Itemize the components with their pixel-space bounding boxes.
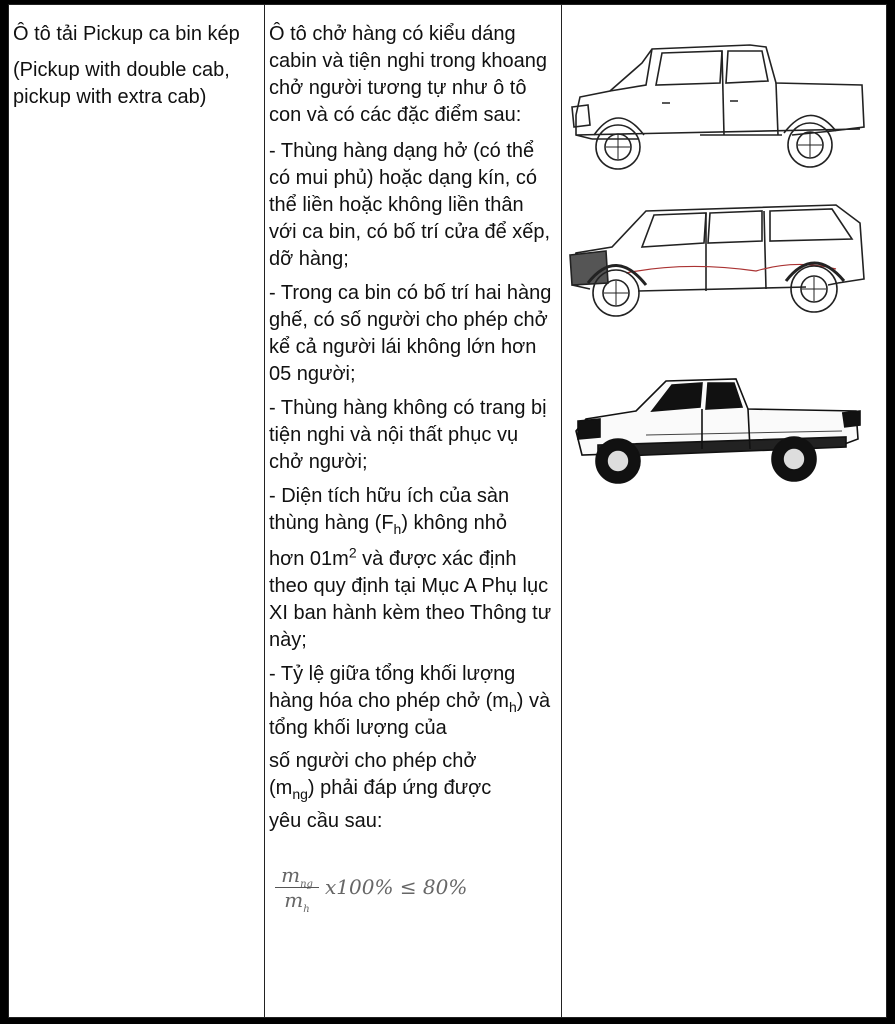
- formula-numerator: $m_{ng}$: [281, 863, 313, 890]
- mass-ratio-text-a: - Tỷ lệ giữa tổng khối lượng hàng hóa cho phép chở (m: [269, 663, 516, 712]
- table-row: [9, 5, 887, 1018]
- vehicle-definition-table: [8, 4, 887, 1018]
- floor-area-text-d: và được xác định theo quy định tại Mục A Phụ lục XI ban hành kèm theo Thông tư này;: [269, 548, 552, 651]
- floor-area-sub: h: [393, 521, 402, 537]
- extra-cab-pickup-photo-icon: [572, 375, 864, 491]
- definition-intro: Ô tô chở hàng có kiểu dáng cabin và tiện nghi trong khoang chở người tương tự như ô tô con và có các đặc điểm sau:: [269, 23, 547, 126]
- mass-ratio-sub-ng: ng: [292, 786, 308, 802]
- definition-item-mass-ratio: [269, 661, 555, 835]
- formula-fraction: [275, 863, 319, 915]
- mass-ratio-text-d: (m: [269, 777, 293, 799]
- floor-area-sup: 2: [348, 544, 357, 561]
- double-cab-pickup-with-canopy-sketch-icon: [566, 199, 870, 327]
- definition-item-seating: - Trong ca bin có bố trí hai hàng ghế, có số người cho phép chở kể cả người lái không lớn hơn 05 người;: [269, 282, 552, 385]
- mass-ratio-sub-h: h: [508, 699, 517, 715]
- vehicle-type-cell: [9, 5, 265, 1018]
- floor-area-text-a: - Diện tích hữu ích của sàn thùng hàng (F: [269, 485, 510, 534]
- double-cab-pickup-sketch-icon: [570, 35, 870, 180]
- mass-ratio-text-f: yêu cầu sau:: [269, 810, 383, 832]
- definition-item-floor-area: [269, 483, 555, 654]
- vehicle-type-name-en: (Pickup with double cab, pickup with extra cab): [13, 59, 230, 108]
- mass-ratio-formula: [275, 863, 555, 915]
- formula-denominator: $m_h$: [284, 888, 310, 915]
- mass-ratio-text-b: ) và tổng khối lượng của: [269, 690, 551, 739]
- definition-item-cargo-box: - Thùng hàng dạng hở (có thể có mui phủ) hoặc dạng kín, có thể liền hoặc không liền thân với ca bin, có bố trí cửa để xếp, dỡ hàng;: [269, 140, 551, 270]
- formula-rest: x100% ≤ 80%: [325, 875, 468, 899]
- floor-area-text-b: ) không nhỏ: [401, 512, 507, 534]
- mass-ratio-text-c: số người cho phép chở: [269, 750, 477, 772]
- vehicle-type-name-vi: Ô tô tải Pickup ca bin kép: [13, 23, 240, 45]
- definition-cell: [265, 5, 562, 1018]
- floor-area-text-c: hơn 01m: [269, 548, 349, 570]
- definition-item-no-amenities: - Thùng hàng không có trang bị tiện nghi và nội thất phục vụ chở người;: [269, 397, 547, 473]
- illustration-cell: [562, 5, 887, 1018]
- mass-ratio-text-e: ) phải đáp ứng được: [307, 777, 492, 799]
